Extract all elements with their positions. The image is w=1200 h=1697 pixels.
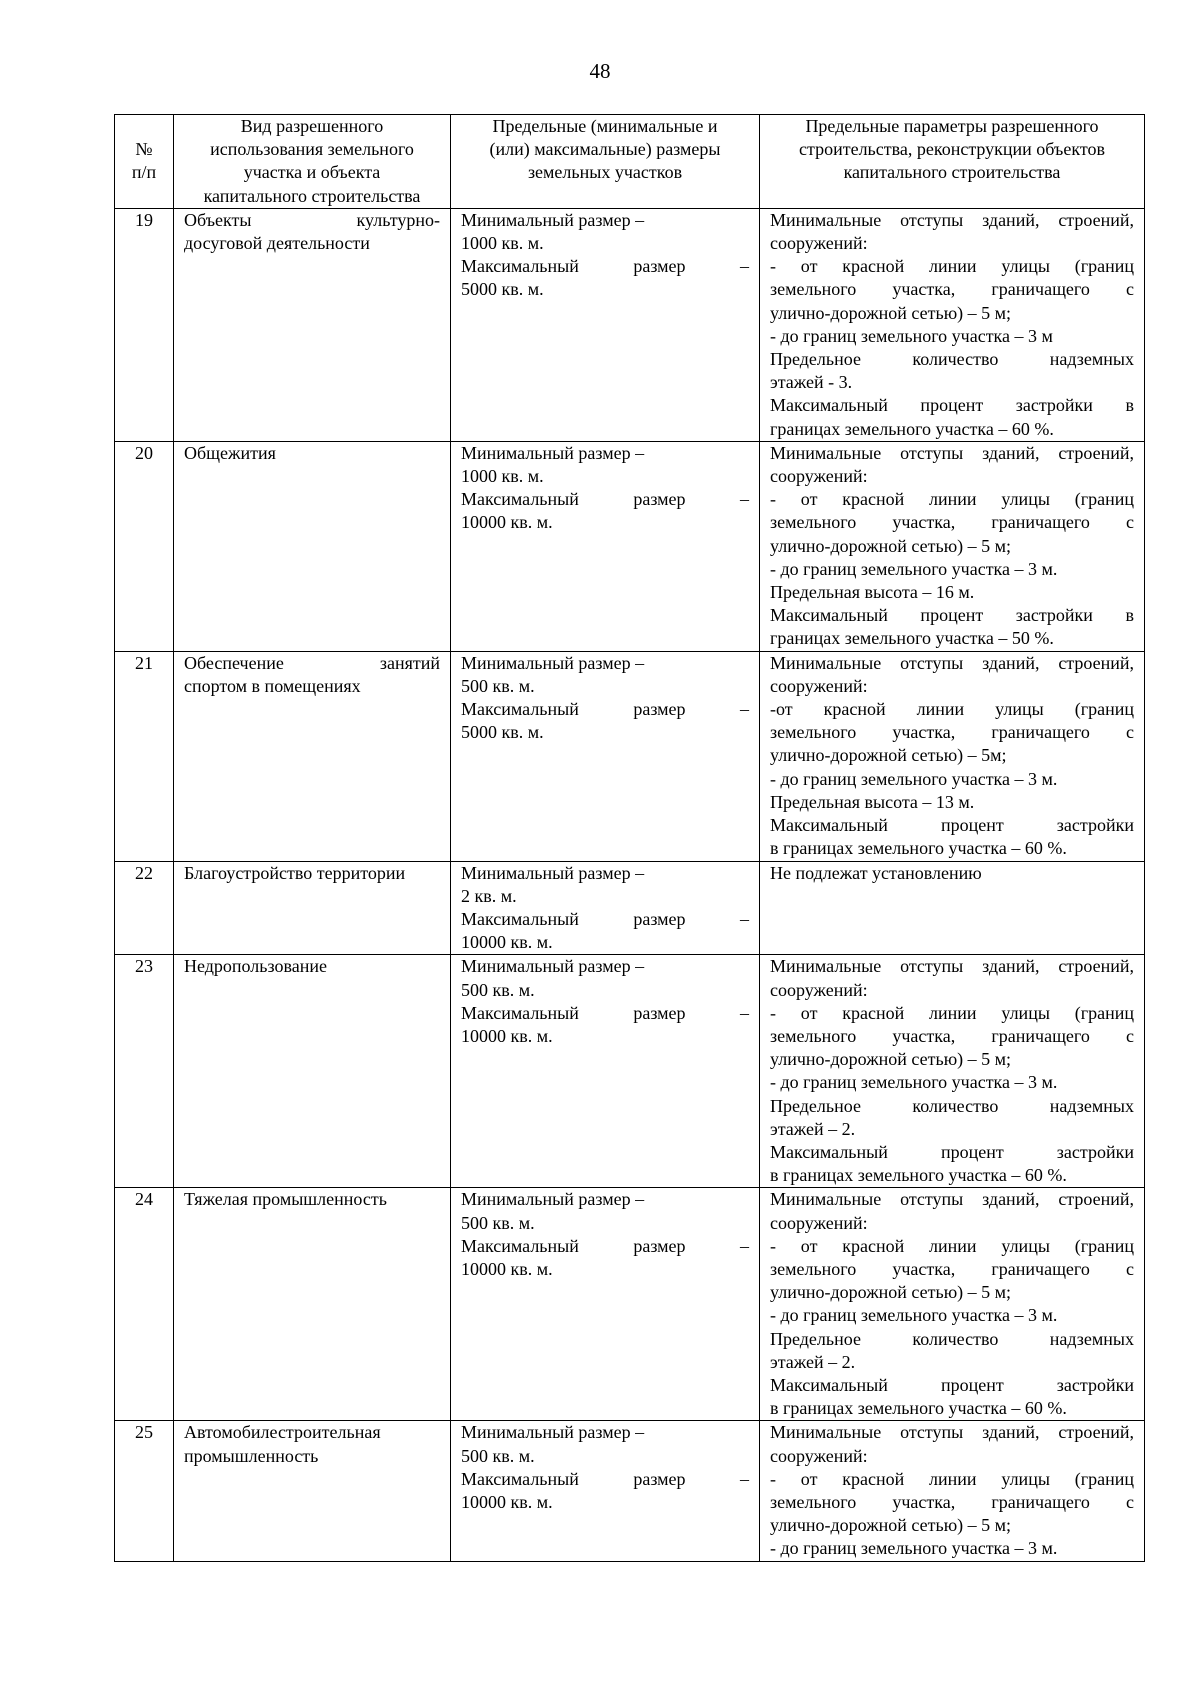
header-plot-sizes-line: Предельные (минимальные и — [492, 116, 718, 136]
build-params-cell-line: Максимальный процент застройки в — [770, 605, 1134, 626]
build-params-cell-line: - до границ земельного участка – 3 м. — [770, 1305, 1058, 1326]
use-type-cell-line: спортом в помещениях — [184, 675, 361, 696]
use-type-cell — [174, 1421, 451, 1561]
build-params-cell-line: в границах земельного участка – 60 %. — [770, 1165, 1067, 1186]
build-params-cell-line: - до границ земельного участка – 3 м — [770, 325, 1053, 346]
row-number: 22 — [115, 861, 174, 955]
row-number: 20 — [115, 441, 174, 651]
plot-sizes-cell-line: Минимальный размер – — [461, 956, 645, 977]
plot-sizes-cell-line: Минимальный размер – — [461, 652, 645, 673]
row-number: 23 — [115, 955, 174, 1188]
use-type-cell-line: Тяжелая промышленность — [184, 1189, 387, 1210]
build-params-cell — [760, 208, 1145, 441]
plot-sizes-cell-line: Максимальный размер – — [461, 1002, 749, 1023]
build-params-cell-line: Максимальный процент застройки — [770, 1374, 1134, 1395]
plot-sizes-cell-line: 500 кв. м. — [461, 1212, 535, 1233]
plot-sizes-cell-line: 500 кв. м. — [461, 1445, 535, 1466]
use-type-cell — [174, 441, 451, 651]
build-params-cell-line: Минимальные отступы зданий, строений, — [770, 652, 1134, 673]
header-use-type-line: капитального строительства — [203, 185, 421, 206]
plot-sizes-cell-line: Максимальный размер – — [461, 1468, 749, 1489]
build-params-cell-line: Минимальные отступы зданий, строений, — [770, 1189, 1134, 1210]
header-plot-sizes — [451, 115, 760, 209]
use-type-cell-line: досуговой деятельности — [184, 233, 370, 254]
plot-sizes-cell-line: Минимальный размер – — [461, 442, 645, 463]
plot-sizes-cell — [451, 1188, 760, 1421]
build-params-cell-line: - от красной линии улицы (границ — [770, 1002, 1134, 1023]
use-type-cell-line: Обеспечение занятий — [184, 652, 440, 673]
table-row — [115, 651, 1145, 861]
plot-sizes-cell-line: 2 кв. м. — [461, 885, 517, 906]
plot-sizes-cell-line: 10000 кв. м. — [461, 512, 553, 533]
header-plot-sizes-line: земельных участков — [527, 162, 683, 183]
build-params-cell-line: Минимальные отступы зданий, строений, — [770, 1422, 1134, 1443]
plot-sizes-cell-line: Минимальный размер – — [461, 1422, 645, 1443]
plot-sizes-cell-line: Максимальный размер – — [461, 256, 749, 277]
plot-sizes-cell-line: 500 кв. м. — [461, 675, 535, 696]
build-params-cell-line: земельного участка, граничащего с — [770, 1491, 1134, 1512]
plot-sizes-cell-line: 1000 кв. м. — [461, 466, 544, 487]
row-number: 21 — [115, 651, 174, 861]
header-plot-sizes-line: (или) максимальные) размеры — [489, 139, 721, 160]
build-params-cell-line: - до границ земельного участка – 3 м. — [770, 768, 1058, 789]
plot-sizes-cell-line: Максимальный размер – — [461, 489, 749, 510]
build-params-cell-line: границах земельного участка – 60 %. — [770, 418, 1054, 439]
table-body — [115, 208, 1145, 1561]
row-number: 19 — [115, 208, 174, 441]
build-params-cell-line: Предельное количество надземных — [770, 1095, 1134, 1116]
plot-sizes-cell-line: 10000 кв. м. — [461, 1025, 553, 1046]
use-type-cell-line: Благоустройство территории — [184, 862, 406, 883]
build-params-cell — [760, 651, 1145, 861]
use-type-cell-line: Автомобилестроительная — [184, 1422, 381, 1443]
build-params-cell — [760, 441, 1145, 651]
plot-sizes-cell-line: 5000 кв. м. — [461, 722, 544, 743]
build-params-cell-line: - от красной линии улицы (границ — [770, 256, 1134, 277]
build-params-cell-line: Максимальный процент застройки — [770, 815, 1134, 836]
plot-sizes-cell-line: Минимальный размер – — [461, 209, 645, 230]
plot-sizes-cell — [451, 861, 760, 955]
plot-sizes-cell — [451, 1421, 760, 1561]
build-params-cell-line: улично-дорожной сетью) – 5 м; — [770, 1282, 1012, 1303]
land-use-regulations-table — [114, 114, 1145, 1562]
build-params-cell-line: - от красной линии улицы (границ — [770, 489, 1134, 510]
header-build-params-line: капитального строительства — [843, 162, 1061, 183]
build-params-cell-line: Минимальные отступы зданий, строений, — [770, 209, 1134, 230]
build-params-cell — [760, 955, 1145, 1188]
page-number: 48 — [589, 59, 611, 83]
build-params-cell-line: в границах земельного участка – 60 %. — [770, 838, 1067, 859]
table-header-row — [115, 115, 1145, 209]
build-params-cell-line: сооружений: — [770, 675, 868, 696]
header-num-line: № — [135, 139, 153, 160]
table-row — [115, 861, 1145, 955]
table-row — [115, 1421, 1145, 1561]
row-number: 25 — [115, 1421, 174, 1561]
table-row — [115, 441, 1145, 651]
build-params-cell — [760, 861, 1145, 955]
use-type-cell-line: Объекты культурно- — [184, 209, 440, 230]
build-params-cell-line: улично-дорожной сетью) – 5 м; — [770, 1049, 1012, 1070]
header-use-type-line: Вид разрешенного — [240, 116, 384, 136]
build-params-cell-line: в границах земельного участка – 60 %. — [770, 1398, 1067, 1419]
build-params-cell-line: - до границ земельного участка – 3 м. — [770, 558, 1058, 579]
table-row — [115, 1188, 1145, 1421]
build-params-cell-line: Минимальные отступы зданий, строений, — [770, 956, 1134, 977]
build-params-cell-line: улично-дорожной сетью) – 5 м; — [770, 535, 1012, 556]
build-params-cell-line: земельного участка, граничащего с — [770, 1025, 1134, 1046]
table-row — [115, 955, 1145, 1188]
build-params-cell-line: этажей - 3. — [770, 372, 853, 393]
plot-sizes-cell-line: 10000 кв. м. — [461, 1491, 553, 1512]
header-use-type — [174, 115, 451, 209]
plot-sizes-cell — [451, 955, 760, 1188]
build-params-cell-line: - до границ земельного участка – 3 м. — [770, 1072, 1058, 1093]
header-num — [115, 115, 174, 209]
plot-sizes-cell-line: Минимальный размер – — [461, 1189, 645, 1210]
build-params-cell-line: Предельное количество надземных — [770, 1328, 1134, 1349]
build-params-cell-line: Предельная высота – 13 м. — [770, 791, 975, 812]
use-type-cell-line: промышленность — [184, 1445, 319, 1466]
build-params-cell-line: земельного участка, граничащего с — [770, 512, 1134, 533]
header-use-type-line: участка и объекта — [243, 162, 381, 183]
build-params-cell-line: сооружений: — [770, 233, 868, 254]
build-params-cell-line: улично-дорожной сетью) – 5 м; — [770, 302, 1012, 323]
header-build-params-line: строительства, реконструкции объектов — [799, 139, 1105, 160]
build-params-cell-line: -от красной линии улицы (границ — [770, 699, 1134, 720]
build-params-cell — [760, 1188, 1145, 1421]
header-build-params — [760, 115, 1145, 209]
build-params-cell-line: Предельная высота – 16 м. — [770, 582, 975, 603]
build-params-cell-line: - от красной линии улицы (границ — [770, 1235, 1134, 1256]
use-type-cell — [174, 208, 451, 441]
use-type-cell-line: Недропользование — [184, 956, 328, 977]
build-params-cell-line: этажей – 2. — [770, 1118, 856, 1139]
build-params-cell-line: Предельное количество надземных — [770, 349, 1134, 370]
row-number: 24 — [115, 1188, 174, 1421]
build-params-cell-line: этажей – 2. — [770, 1351, 856, 1372]
build-params-cell-line: - от красной линии улицы (границ — [770, 1468, 1134, 1489]
build-params-cell-line: Минимальные отступы зданий, строений, — [770, 442, 1134, 463]
use-type-cell — [174, 861, 451, 955]
plot-sizes-cell-line: 500 кв. м. — [461, 979, 535, 1000]
header-num-line: п/п — [131, 162, 157, 183]
build-params-cell-line: сооружений: — [770, 979, 868, 1000]
plot-sizes-cell — [451, 441, 760, 651]
use-type-cell — [174, 955, 451, 1188]
table-row — [115, 208, 1145, 441]
header-build-params-line: Предельные параметры разрешенного — [805, 116, 1099, 136]
build-params-cell-line: земельного участка, граничащего с — [770, 1258, 1134, 1279]
plot-sizes-cell — [451, 208, 760, 441]
plot-sizes-cell-line: Максимальный размер – — [461, 908, 749, 929]
build-params-cell-line: Максимальный процент застройки — [770, 1141, 1134, 1162]
build-params-cell-line: - до границ земельного участка – 3 м. — [770, 1538, 1058, 1559]
plot-sizes-cell-line: 10000 кв. м. — [461, 932, 553, 953]
plot-sizes-cell-line: 5000 кв. м. — [461, 279, 544, 300]
build-params-cell-line: сооружений: — [770, 1212, 868, 1233]
plot-sizes-cell-line: Минимальный размер – — [461, 862, 645, 883]
use-type-cell — [174, 1188, 451, 1421]
build-params-cell-line: границах земельного участка – 50 %. — [770, 628, 1054, 649]
use-type-cell — [174, 651, 451, 861]
plot-sizes-cell — [451, 651, 760, 861]
build-params-cell-line: земельного участка, граничащего с — [770, 722, 1134, 743]
use-type-cell-line: Общежития — [184, 442, 276, 463]
build-params-cell-line: земельного участка, граничащего с — [770, 279, 1134, 300]
header-use-type-line: использования земельного — [210, 139, 414, 160]
build-params-cell-line: сооружений: — [770, 466, 868, 487]
plot-sizes-cell-line: Максимальный размер – — [461, 699, 749, 720]
plot-sizes-cell-line: 1000 кв. м. — [461, 233, 544, 254]
build-params-cell-line: Не подлежат установлению — [770, 862, 982, 883]
plot-sizes-cell-line: Максимальный размер – — [461, 1235, 749, 1256]
plot-sizes-cell-line: 10000 кв. м. — [461, 1258, 553, 1279]
build-params-cell-line: улично-дорожной сетью) – 5 м; — [770, 1515, 1012, 1536]
build-params-cell — [760, 1421, 1145, 1561]
build-params-cell-line: Максимальный процент застройки в — [770, 395, 1134, 416]
build-params-cell-line: сооружений: — [770, 1445, 868, 1466]
build-params-cell-line: улично-дорожной сетью) – 5м; — [770, 745, 1007, 766]
